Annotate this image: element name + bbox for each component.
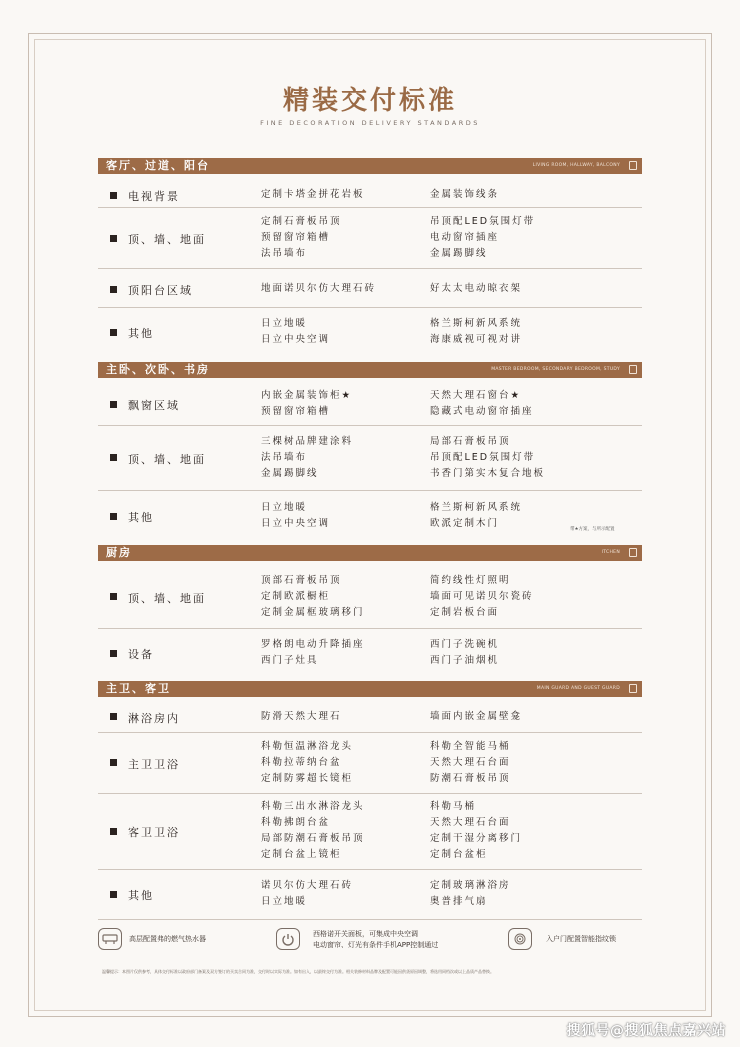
table-row — [98, 869, 642, 919]
row-bullet-icon — [110, 454, 117, 461]
item-right: 天然大理石窗台★ — [430, 390, 522, 401]
row-label: 飘窗区域 — [128, 399, 180, 412]
item-left: 定制石膏板吊顶 — [261, 216, 342, 227]
section-tag-icon — [629, 365, 637, 374]
item-right: 金属装饰线条 — [430, 189, 500, 200]
fingerprint-lock-icon — [508, 928, 532, 950]
item-left: 西门子灶具 — [261, 655, 319, 666]
row-label: 顶、墙、地面 — [128, 591, 206, 605]
item-left: 局部防潮石膏板吊顶 — [261, 833, 365, 844]
section-english-title: LIVING ROOM, HALLWAY, BALCONY — [532, 163, 620, 168]
item-left: 科勒拉蒂纳台盆 — [261, 756, 342, 768]
item-right: 格兰斯柯新风系统 — [430, 502, 523, 513]
section-tag-icon — [629, 161, 637, 170]
row-label: 其他 — [128, 511, 154, 524]
table-row — [98, 383, 642, 425]
row-label: 设备 — [128, 648, 154, 661]
table-row — [98, 183, 642, 207]
row-label: 淋浴房内 — [128, 711, 180, 725]
row-bullet-icon — [110, 192, 117, 199]
item-left: 诺贝尔仿大理石砖 — [261, 880, 354, 891]
row-label: 主卫卫浴 — [128, 757, 180, 771]
item-right: 吊顶配LED氛围灯带 — [430, 216, 536, 227]
item-right: 科勒全智能马桶 — [430, 740, 511, 752]
item-right: 防潮石膏板吊顶 — [430, 772, 511, 784]
item-left: 内嵌金属装饰柜★ — [261, 390, 353, 401]
item-left: 预留窗帘箱槽 — [261, 406, 331, 417]
item-left: 法吊墙布 — [261, 451, 308, 463]
section-title: 客厅、过道、阳台 — [106, 159, 210, 172]
row-bullet-icon — [110, 650, 117, 657]
section-english-title: ITCHEN — [601, 550, 620, 555]
item-right: 奥普排气扇 — [430, 896, 488, 907]
table-row — [98, 271, 642, 307]
section-header — [98, 158, 642, 174]
item-right: 书香门第实木复合地板 — [430, 467, 546, 479]
item-left: 防滑天然大理石 — [261, 710, 342, 722]
item-right: 格兰斯柯新风系统 — [430, 318, 523, 329]
row-bullet-icon — [110, 713, 117, 720]
section-tag-icon — [629, 548, 637, 557]
row-label: 其他 — [128, 889, 154, 902]
item-left: 科勒三出水淋浴龙头 — [261, 801, 365, 812]
watermark: 搜狐号@搜狐焦点嘉兴站 — [566, 1023, 726, 1039]
item-left: 日立中央空调 — [261, 518, 331, 529]
item-left: 三棵树品牌建涂料 — [261, 435, 354, 447]
item-right: 金属踢脚线 — [430, 248, 488, 259]
disclaimer: 温馨提示：本图片仅供参考，具体交付标准以政府部门备案及双方签订的买卖合同为准，交付时以实际为准。如有出入，以最终交付为准。相关装修材料品牌及配置可能因供货原因调整，将选用同档次或以上品质产品替换。 — [102, 969, 494, 974]
item-right: 简约线性灯照明 — [430, 574, 511, 586]
section-header — [98, 545, 642, 561]
row-label: 客卫卫浴 — [128, 826, 180, 839]
row-label: 电视背景 — [128, 190, 180, 203]
smart-switch-icon — [276, 928, 300, 950]
page-title: 精装交付标准 — [282, 86, 457, 116]
row-bullet-icon — [110, 593, 117, 600]
item-right: 吊顶配LED氛围灯带 — [430, 451, 536, 463]
item-right: 隐藏式电动窗帘插座 — [430, 406, 534, 417]
item-left: 定制欧派橱柜 — [261, 590, 331, 602]
item-left: 地面诺贝尔仿大理石砖 — [261, 283, 377, 294]
table-row — [98, 732, 642, 793]
section-english-title: MASTER BEDROOM, SECONDARY BEDROOM, STUDY — [491, 367, 620, 372]
row-bullet-icon — [110, 891, 117, 898]
item-right: 局部石膏板吊顶 — [430, 435, 511, 447]
item-right: 西门子油烟机 — [430, 655, 500, 666]
item-left: 定制台盆上镜柜 — [261, 849, 342, 860]
section-english-title: MAIN GUARD AND GUEST GUARD — [536, 686, 620, 691]
item-left: 科勒恒温淋浴龙头 — [261, 740, 354, 752]
table-row — [98, 490, 642, 542]
item-left: 顶部石膏板吊顶 — [261, 574, 342, 586]
item-left: 定制卡塔金拼花岩板 — [261, 189, 365, 200]
item-left: 日立地暖 — [261, 502, 308, 513]
item-left: 日立地暖 — [261, 896, 308, 907]
table-row — [98, 793, 642, 869]
section-title: 主卧、次卧、书房 — [106, 363, 210, 376]
table-row — [98, 425, 642, 490]
item-right: 科勒马桶 — [430, 801, 477, 812]
row-bullet-icon — [110, 513, 117, 520]
row-label: 顶阳台区域 — [128, 284, 193, 297]
row-divider — [98, 268, 642, 269]
footer-text-fingerprint-lock: 入户门配置智能指纹锁 — [546, 935, 616, 943]
table-row — [98, 628, 642, 678]
item-right: 电动窗帘插座 — [430, 232, 500, 243]
footer-text-smart-switch: 西格诺开关面板，可集成中央空调 电动窗帘、灯光有条件手机APP控制通过 — [313, 930, 439, 949]
table-row — [98, 701, 642, 732]
section-title: 主卫、客卫 — [106, 682, 171, 695]
row-bullet-icon — [110, 329, 117, 336]
item-right: 定制玻璃淋浴房 — [430, 880, 511, 891]
item-left: 法吊墙布 — [261, 248, 308, 259]
item-left: 定制防雾超长镜柜 — [261, 772, 354, 784]
table-row — [98, 208, 642, 268]
table-row — [98, 565, 642, 628]
row-label: 顶、墙、地面 — [128, 452, 206, 466]
item-right: 海康威视可视对讲 — [430, 334, 523, 345]
item-right: 定制岩板台面 — [430, 606, 500, 618]
section-tag-icon — [629, 684, 637, 693]
section-header — [98, 362, 642, 378]
item-right: 墙面可见诺贝尔瓷砖 — [430, 590, 534, 602]
item-left: 科勒拂朗台盆 — [261, 817, 331, 828]
row-label: 其他 — [128, 327, 154, 340]
item-right: 墙面内嵌金属壁龛 — [430, 710, 523, 722]
section-title: 厨房 — [106, 546, 132, 559]
item-right: 天然大理石台面 — [430, 817, 511, 828]
item-right: 西门子洗碗机 — [430, 639, 500, 650]
row-label: 顶、墙、地面 — [128, 233, 206, 246]
page-subtitle: FINE DECORATION DELIVERY STANDARDS — [260, 119, 480, 127]
item-left: 日立中央空调 — [261, 334, 331, 345]
item-right: 定制干湿分离移门 — [430, 833, 523, 844]
footer-text-water-heater: 高层配置弗的燃气热水器 — [129, 935, 206, 943]
item-left: 预留窗帘箱槽 — [261, 232, 331, 243]
footer-divider — [98, 919, 642, 920]
item-right: 定制台盆柜 — [430, 849, 488, 860]
table-row — [98, 307, 642, 357]
item-right: 天然大理石台面 — [430, 756, 511, 768]
row-note: 带★方案，与所示配置 — [570, 527, 615, 532]
section-header — [98, 681, 642, 697]
item-left: 日立地暖 — [261, 318, 308, 329]
item-left: 罗格朗电动升降插座 — [261, 639, 365, 650]
row-bullet-icon — [110, 286, 117, 293]
item-right: 好太太电动晾衣架 — [430, 283, 523, 294]
water-heater-icon — [98, 928, 122, 950]
row-bullet-icon — [110, 759, 117, 766]
row-bullet-icon — [110, 401, 117, 408]
row-bullet-icon — [110, 235, 117, 242]
item-right: 欧派定制木门 — [430, 518, 500, 529]
item-left: 金属踢脚线 — [261, 467, 319, 479]
item-left: 定制金属框玻璃移门 — [261, 606, 365, 618]
row-bullet-icon — [110, 828, 117, 835]
